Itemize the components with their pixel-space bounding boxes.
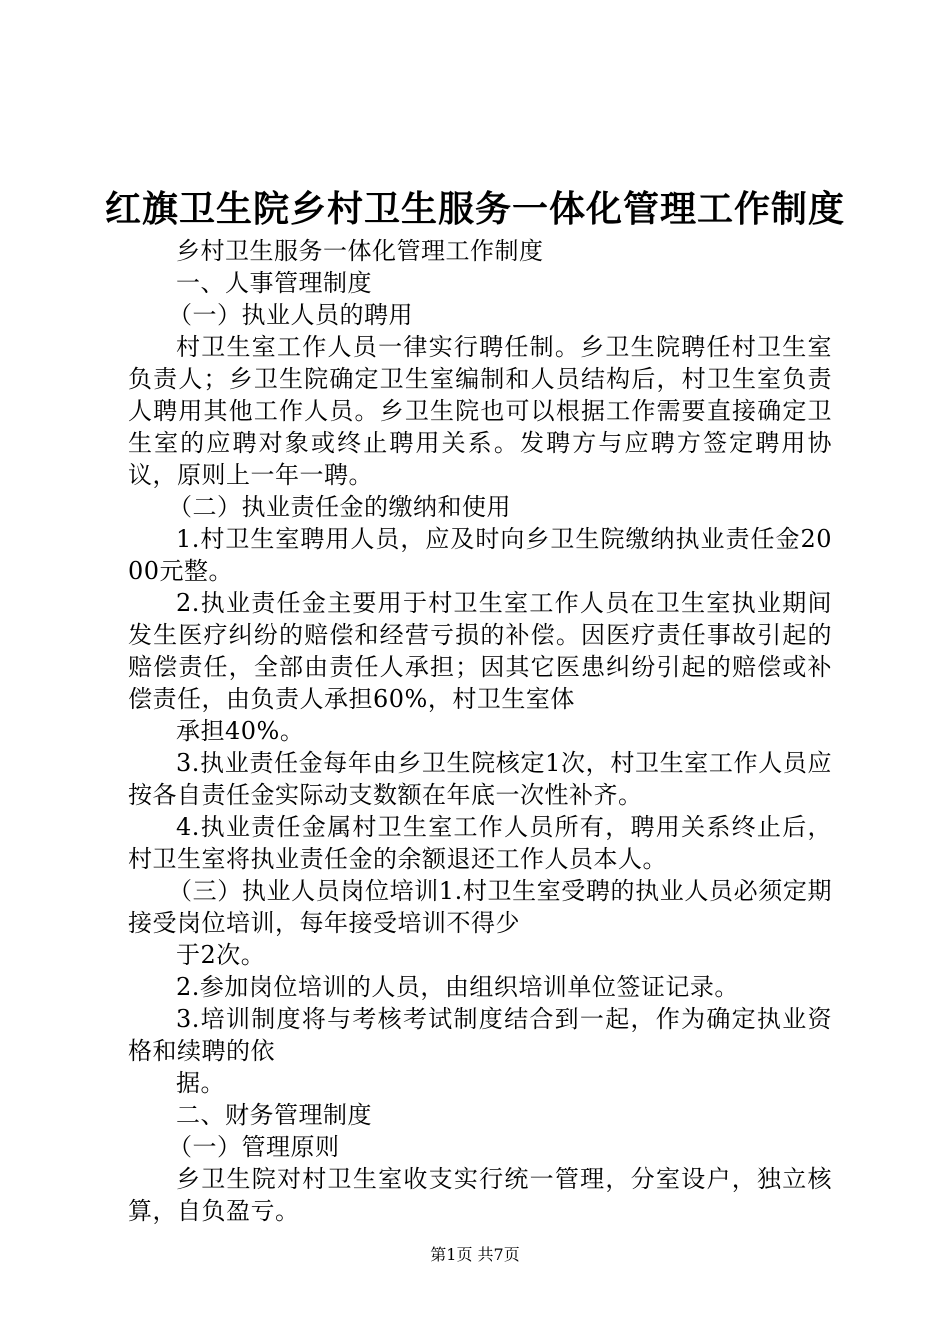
paragraph-principles: 乡卫生院对村卫生室收支实行统一管理，分室设户，独立核算，自负盈亏。	[128, 1165, 832, 1225]
paragraph-training-2: 2.参加岗位培训的人员，由组织培训单位签证记录。	[176, 973, 739, 1001]
paragraph-liability-1: 1.村卫生室聘用人员，应及时向乡卫生院缴纳执业责任金2000元整。	[128, 525, 832, 585]
subsection-heading-principles: （一）管理原则	[168, 1133, 340, 1161]
document-body	[128, 235, 832, 1227]
paragraph-training-3: 3.培训制度将与考核考试制度结合到一起，作为确定执业资格和续聘的依	[128, 1005, 832, 1065]
paragraph-liability-3: 3.执业责任金每年由乡卫生院核定1次，村卫生室工作人员应按各自责任金实际动支数额在年底一次性补齐。	[128, 749, 832, 809]
paragraph-training-3-cont: 据。	[176, 1069, 225, 1097]
paragraph-hiring: 村卫生室工作人员一律实行聘任制。乡卫生院聘任村卫生室负责人；乡卫生院确定卫生室编制和人员结构后，村卫生室负责人聘用其他工作人员。乡卫生院也可以根据工作需要直接确定卫生室的应聘对象或终止聘用关系。发聘方与应聘方签定聘用协议，原则上一年一聘。	[128, 333, 832, 489]
subsection-heading-liability-fund: （二）执业责任金的缴纳和使用	[168, 493, 511, 521]
subsection-heading-hiring: （一）执业人员的聘用	[168, 301, 413, 329]
paragraph-liability-2: 2.执业责任金主要用于村卫生室工作人员在卫生室执业期间发生医疗纠纷的赔偿和经营亏损的补偿。因医疗责任事故引起的赔偿责任，全部由责任人承担；因其它医患纠纷引起的赔偿或补偿责任，由负责人承担60%，村卫生室体	[128, 589, 832, 713]
doc-subtitle: 乡村卫生服务一体化管理工作制度	[176, 237, 544, 265]
paragraph-liability-2-cont: 承担40%。	[176, 717, 305, 745]
document-title: 红旗卫生院乡村卫生服务一体化管理工作制度	[104, 188, 845, 230]
paragraph-liability-4: 4.执业责任金属村卫生室工作人员所有，聘用关系终止后，村卫生室将执业责任金的余额退还工作人员本人。	[128, 813, 832, 873]
paragraph-training-1-cont: 于2次。	[176, 941, 266, 969]
section-heading-finance: 二、财务管理制度	[176, 1101, 372, 1129]
paragraph-training-1: （三）执业人员岗位培训1.村卫生室受聘的执业人员必须定期接受岗位培训，每年接受培训不得少	[128, 877, 832, 937]
section-heading-personnel: 一、人事管理制度	[176, 269, 372, 297]
page-footer: 第1页 共7页	[430, 1245, 520, 1264]
